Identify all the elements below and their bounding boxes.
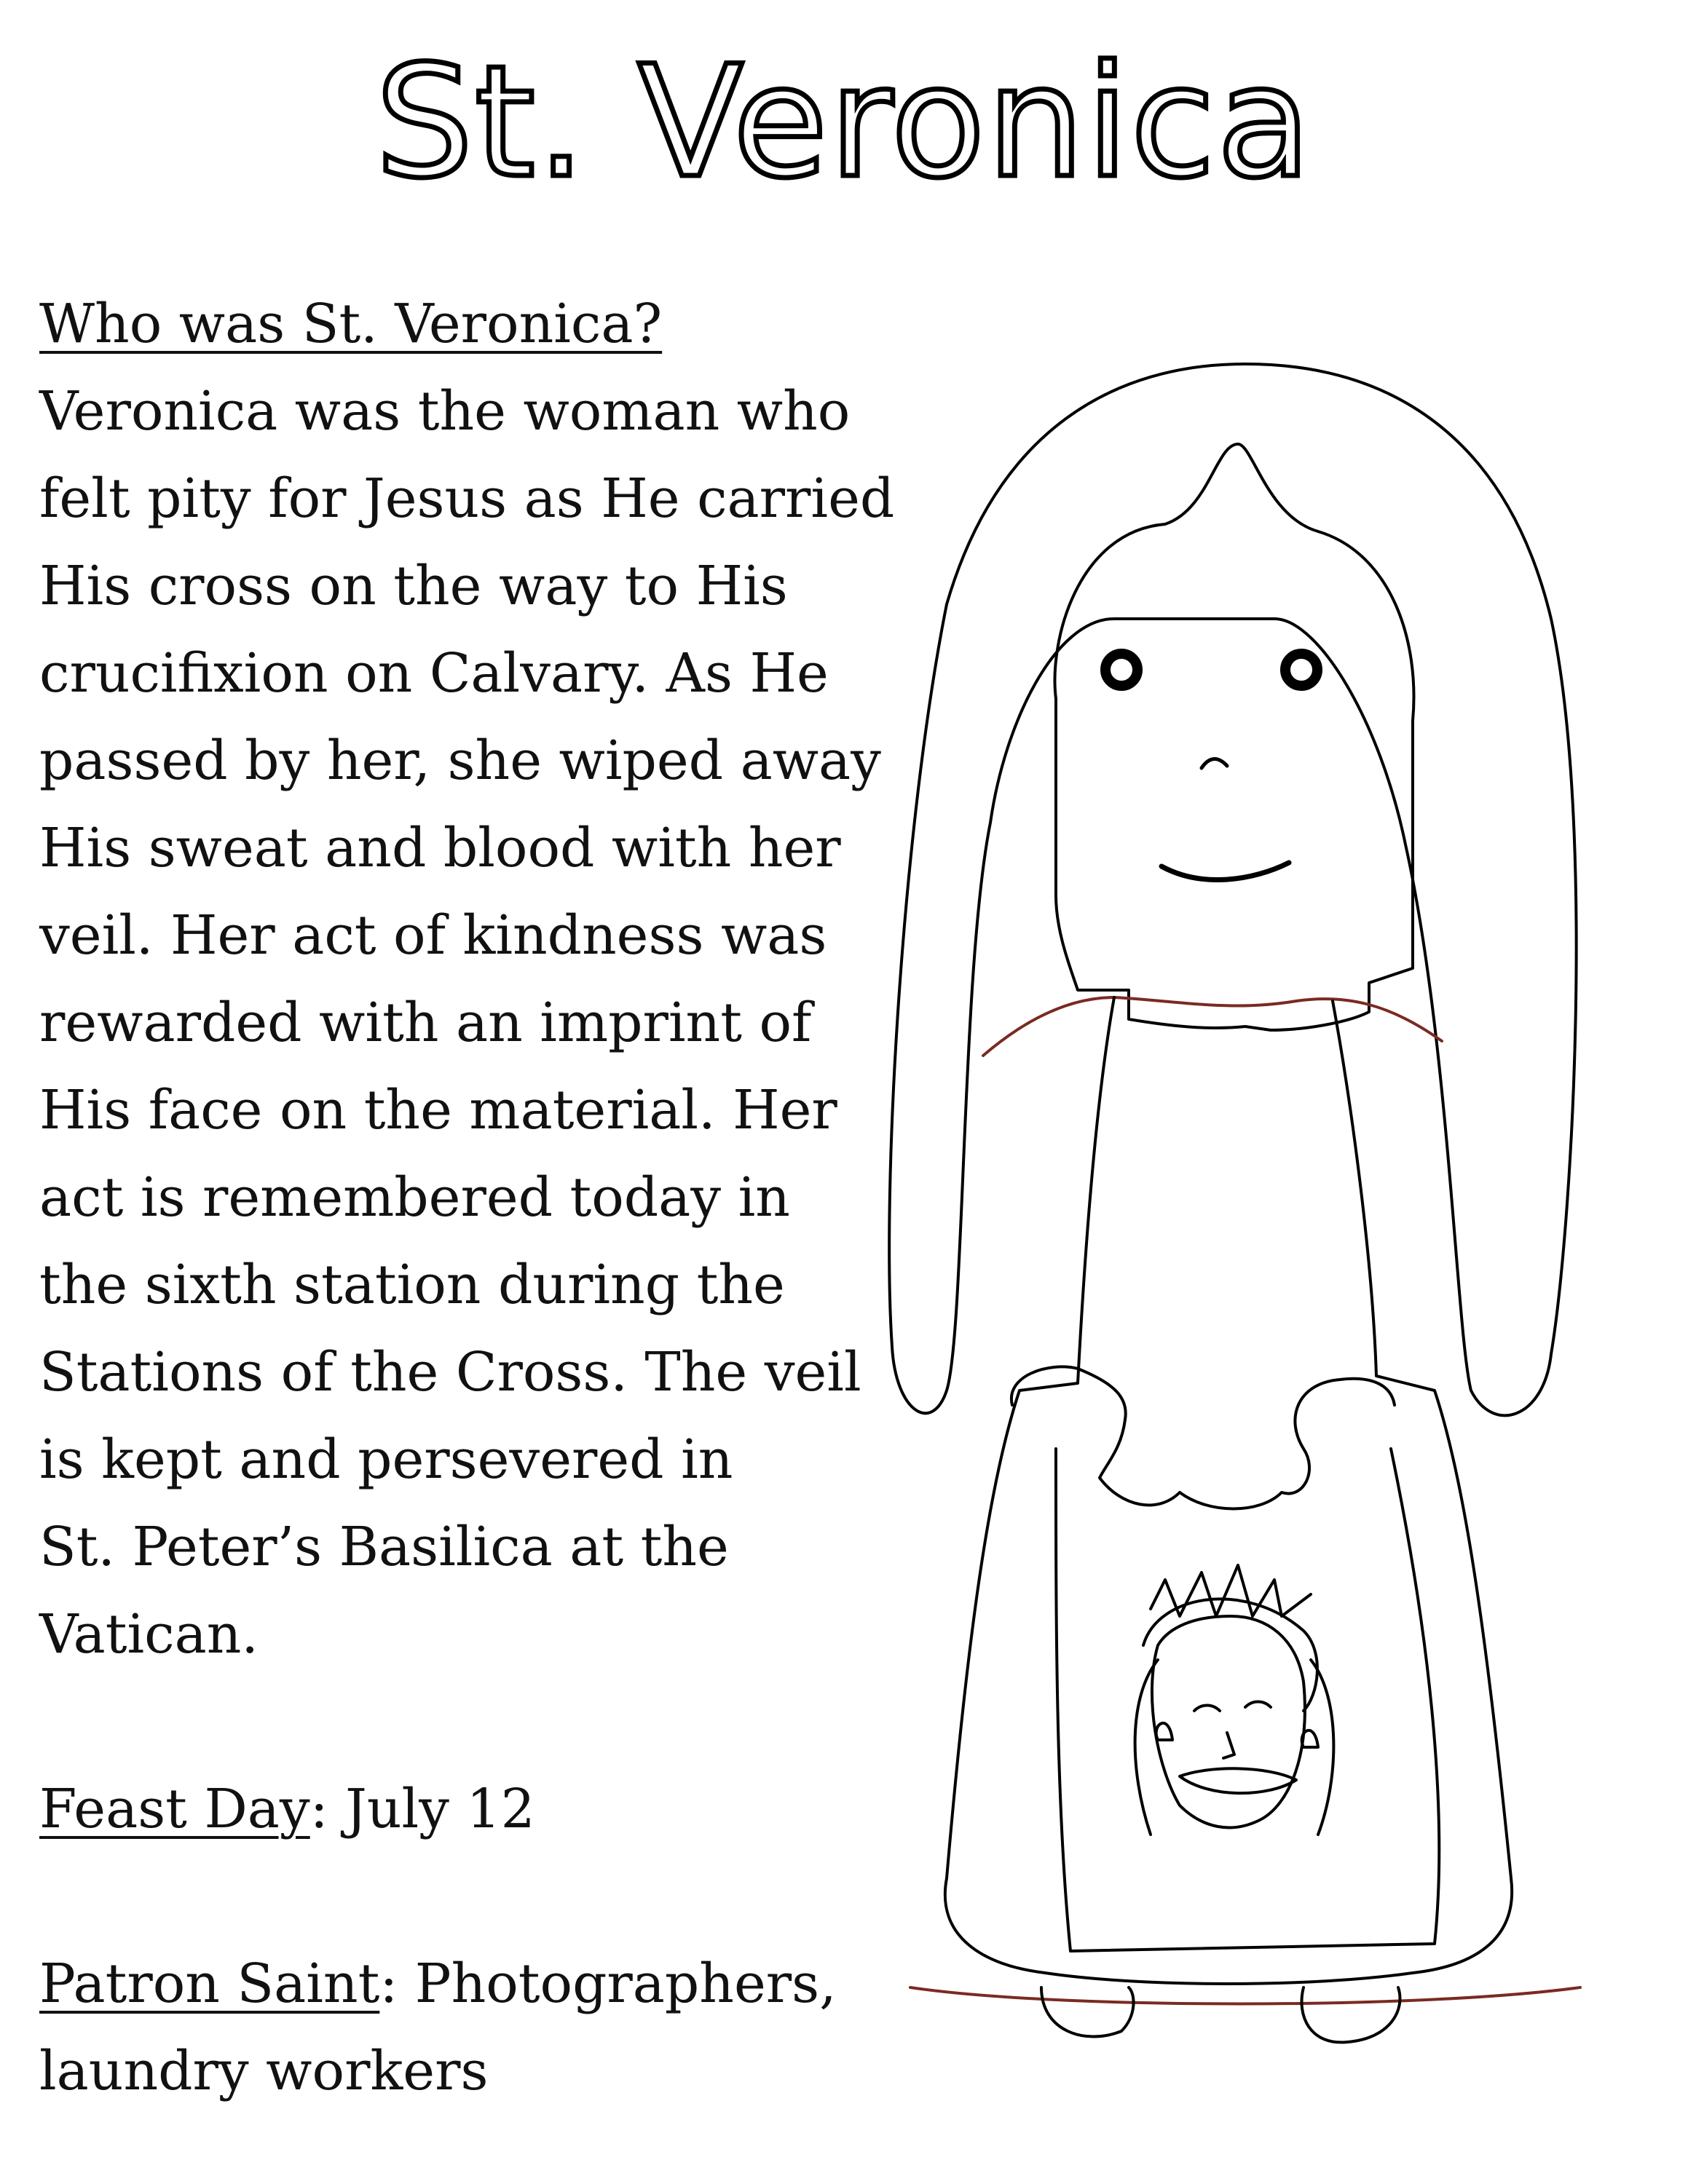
right-eye-icon <box>1285 654 1317 686</box>
mouth-icon <box>1162 863 1289 880</box>
patron-saint-separator: : <box>379 1952 398 2015</box>
description-line: Stations of the Cross. The veil <box>39 1341 861 1404</box>
left-eye-icon <box>1105 654 1137 686</box>
page-title: St. Veronica <box>375 32 1313 212</box>
description-line: passed by her, she wiped away <box>39 729 881 792</box>
feast-day-separator: : <box>309 1778 328 1840</box>
description-line: His cross on the way to His <box>39 555 788 617</box>
description-line: Veronica was the woman who <box>39 380 851 443</box>
right-foot-outline <box>1302 1987 1400 2042</box>
patron-saint <box>39 1940 877 2027</box>
jesus-face-icon <box>1135 1565 1334 1835</box>
patron-saint-value-continued: laundry workers <box>39 2040 489 2102</box>
description-line: crucifixion on Calvary. As He <box>39 642 829 705</box>
spacer <box>39 1678 877 1765</box>
who-heading: Who was St. Veronica? <box>39 293 663 355</box>
description-column <box>39 280 895 2115</box>
spacer <box>39 1853 877 1940</box>
description-line: His face on the material. Her <box>39 1079 837 1142</box>
description-line: veil. Her act of kindness was <box>39 904 827 967</box>
description-line: St. Peter’s Basilica at the <box>39 1516 729 1578</box>
left-foot-outline <box>1041 1987 1134 2037</box>
nose-icon <box>1202 759 1227 768</box>
dress-outline <box>945 997 1512 1984</box>
veil-cloth-outline <box>1056 1449 1439 1951</box>
face-outline <box>1055 444 1414 1030</box>
description-line: rewarded with an imprint of <box>39 992 812 1054</box>
hands-outline <box>1011 1366 1395 1508</box>
feast-day-label: Feast Day <box>39 1778 310 1840</box>
description-line: is kept and persevered in <box>39 1428 733 1491</box>
veil-hood-outline <box>889 364 1576 1415</box>
description-line: the sixth station during the <box>39 1254 785 1316</box>
patron-saint-label: Patron Saint <box>39 1952 380 2015</box>
saint-veronica-illustration <box>837 313 1653 2060</box>
patron-saint-value: Photographers, <box>398 1952 837 2015</box>
description-line: felt pity for Jesus as He carried <box>39 467 895 530</box>
feast-day-value: July 12 <box>328 1778 535 1840</box>
description-line: act is remembered today in <box>39 1166 790 1229</box>
description-line: His sweat and blood with her <box>39 817 841 879</box>
description-line: Vatican. <box>39 1603 259 1666</box>
hem-outline <box>910 1987 1580 2004</box>
feast-day <box>39 1765 877 1853</box>
